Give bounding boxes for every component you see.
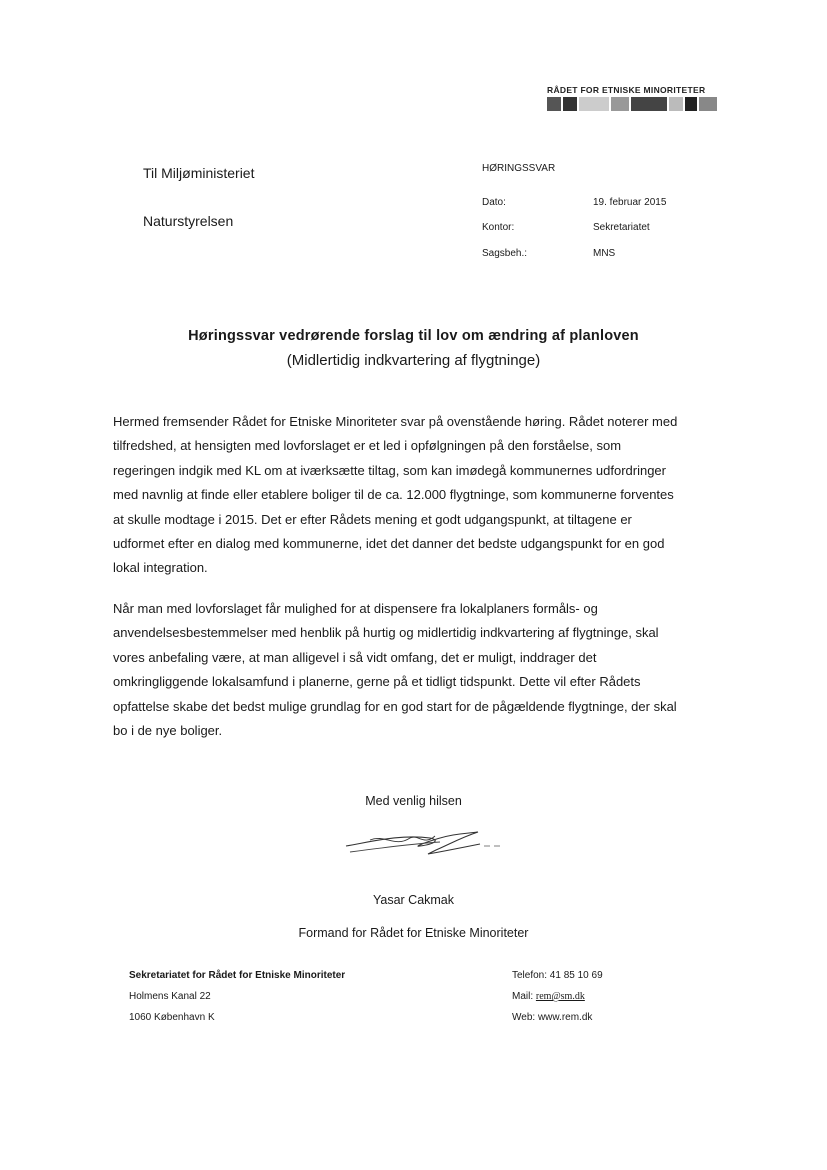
paragraph-line: omkringliggende lokalsamfund i planerne, gerne på et tidligt tidspunkt. Dette vil efter Rådets [113,674,641,690]
logo-bar-segment [547,97,561,111]
paragraph-line: anvendelsesbestemmelser med henblik på hurtig og midlertidig indkvartering af flygtninge, skal [113,625,659,641]
handwritten-signature [340,824,510,864]
recipient-line-1: Til Miljøministeriet [143,165,255,181]
meta-row-date [482,197,742,208]
paragraph-line: med navnlig at finde eller etablere boliger til de ca. 12.000 flygtninge, som kommunerne forventes [113,487,674,503]
meta-label: Sagsbeh.: [482,248,528,259]
footer-web[interactable]: Web: www.rem.dk [512,1012,593,1023]
footer-organization: Sekretariatet for Rådet for Etniske Minoriteter [129,970,346,981]
logo-bar-segment [563,97,577,111]
meta-value: Sekretariatet [593,222,650,233]
paragraph-line: bo i de nye boliger. [113,723,223,739]
organization-logo-text: RÅDET FOR ETNISKE MINORITETER [547,85,706,95]
paragraph-line: Hermed fremsender Rådet for Etniske Minoriteter svar på ovenstående høring. Rådet noterer med [113,414,678,429]
paragraph-line: at skulle modtage i 2015. Det er efter Rådets mening et godt udgangspunkt, at tiltagene er [113,511,632,527]
recipient-line-2: Naturstyrelsen [143,213,234,229]
paragraph-line: udformet efter en dialog med kommunerne, idet det danner det bedste udgangspunkt for en god [113,536,665,552]
footer-mail-link[interactable]: rem@sm.dk [535,991,585,1002]
closing-greeting: Med venlig hilsen [365,794,462,808]
organization-logo-bar [547,97,719,111]
logo-bar-segment [669,97,683,111]
logo-bar-segment [699,97,717,111]
logo-bar-segment [685,97,697,111]
paragraph-line: tilfredshed, at hensigten med lovforslaget er et led i opfølgningen på den forståelse, som [113,438,622,454]
paragraph-line: Når man med lovforslaget får mulighed for at dispensere fra lokalplaners formåls- og [113,601,598,616]
meta-row-case-officer [482,248,742,259]
paragraph-line: regeringen indgik med KL om at iværksætte tiltag, som kan imødegå kommunernes udfordringer [113,462,666,478]
footer-address-street: Holmens Kanal 22 [129,991,211,1002]
document-title: Høringssvar vedrørende forslag til lov om ændring af planloven [188,328,639,344]
logo-bar-segment [579,97,609,111]
meta-row-office [482,222,742,233]
footer-mail-label: Mail: [512,991,534,1002]
footer-mail [512,991,585,1002]
paragraph-line: opfattelse skabe det bedst mulige grundlag for en god start for de pågældende flygtninge, der skal [113,698,677,714]
signatory-role: Formand for Rådet for Etniske Minoriteter [298,926,529,940]
logo-bar-segment [611,97,629,111]
footer-address-city: 1060 København K [129,1012,215,1023]
body-paragraph-1 [113,410,733,581]
document-subtitle: (Midlertidig indkvartering af flygtninge) [286,352,541,369]
meta-value: 19. februar 2015 [593,197,667,208]
logo-bar-segment [631,97,667,111]
document-type: HØRINGSSVAR [482,163,556,174]
meta-label: Dato: [482,197,506,208]
paragraph-line: vores anbefaling være, at man alligevel i så vidt omfang, det er muligt, inddrager det [113,649,597,665]
paragraph-line: lokal integration. [113,560,208,576]
meta-label: Kontor: [482,222,515,233]
body-paragraph-2 [113,597,733,743]
signatory-name: Yasar Cakmak [372,893,455,907]
footer-phone: Telefon: 41 85 10 69 [512,970,603,981]
meta-value: MNS [593,248,616,259]
